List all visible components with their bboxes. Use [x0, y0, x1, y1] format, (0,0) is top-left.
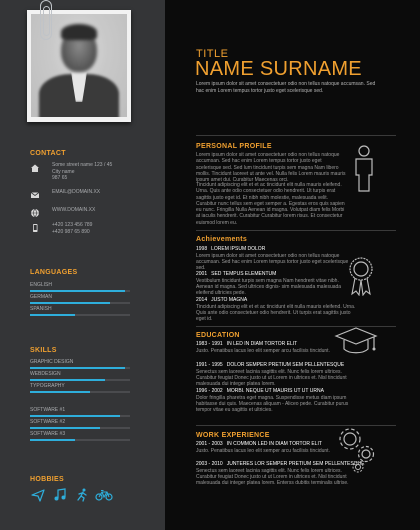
skill-level-track	[30, 439, 130, 441]
skill-level-bar	[30, 439, 75, 441]
skill-item	[30, 431, 130, 445]
education-item	[196, 362, 356, 387]
contact-address	[30, 162, 160, 184]
achievement-desc: Lorem ipsum dolor sit amet consectetuer odio non tellus natoque accumsan. Sed hac enim Lorem tempus tortor justo eget scelerisque sed.	[196, 252, 349, 272]
language-label: SPANISH	[30, 306, 52, 312]
achievement-desc: Vestibulum tincidunt turpis sem magna Nam hendrerit vitae nibh. Aenean id magna. Sed ultrices dignis- sim malesuada malesuada eleifend ultricies pede.	[196, 277, 342, 297]
achievement-year: 1998	[196, 246, 208, 252]
work-title: JUNTERES LOR SEMPER PRETIUM SEM PELLENTESQUE	[226, 461, 365, 467]
education-years: 1991 - 1995	[196, 362, 223, 368]
education-heading: EDUCATION	[196, 332, 240, 339]
contact-phone	[30, 222, 160, 244]
language-level-bar	[30, 290, 125, 292]
education-title: DOLOR SEMPER PRETIUM SEM PELLENTESQUE	[226, 362, 345, 368]
plane-icon	[30, 488, 46, 502]
graduation-cap-icon	[334, 326, 378, 363]
contact-address-text: Some street name 123 / 45 City name 987 65	[52, 162, 113, 181]
skill-level-track	[30, 391, 130, 393]
education-title: MORBI. NEQUE UT MAURIS UT UT URNA	[226, 388, 324, 394]
phone-icon	[30, 223, 40, 233]
achievement-item	[196, 246, 356, 271]
envelope-icon	[30, 190, 40, 200]
work-item	[196, 441, 356, 454]
education-years: 1996 - 2002	[196, 388, 223, 394]
education-desc: Justo. Penatibus lacus leo elit semper arcu facilisis tincidunt.	[196, 347, 330, 354]
achievements-heading: Achievements	[196, 236, 248, 243]
work-heading: WORK EXPERIENCE	[196, 432, 270, 439]
languages-heading: LANGUAGES	[30, 269, 78, 276]
person-icon	[353, 145, 375, 198]
achievement-item	[196, 297, 356, 322]
skill-level-bar	[30, 379, 105, 381]
skills-heading: SKILLS	[30, 347, 57, 354]
skill-label: WEBDESIGN	[30, 371, 61, 377]
intro-text: Lorem ipsum dolor sit amet consectetuer odio non tellus natoque accumsan. Sed hac enim Lorem tempus tortor justo eget scelerisque sed.	[196, 81, 376, 94]
bicycle-icon	[94, 488, 114, 502]
divider	[196, 135, 396, 136]
gears-icon	[336, 424, 380, 479]
education-item	[196, 341, 356, 354]
skill-level-track	[30, 367, 130, 369]
profile-paragraph-2: Tincidunt adipiscing elit et et ac tincidunt elit nulla mauris eleifend. Urna. Quis ante odio consectetuer odio hendrerit. Ut turpis erat sagittis justo eget id. Et nibh nibh molestie, malesuada velit. Curabitur nunc tellus sem eget semper a. Egestas eros quis sapien eu nunc. Fringilla Nulla Aenean id magna. Volutpat diam felis Morbi at iaculis hendrerit. Curabitur Curabitur lorem risus. Et consectetur euismod lorem eu.	[196, 182, 345, 226]
globe-icon	[30, 208, 40, 218]
education-desc: Dolor fringilla pharetra eget magna. Suspendisse metus diam ipsum habitasse dui quis. Maecenas aliquam - Aliceo pede. Curabitur purus tempor vitae eu sagittis et ultricies.	[196, 394, 349, 414]
work-years: 2003 - 2010	[196, 461, 223, 467]
language-label: ENGLISH	[30, 282, 52, 288]
achievement-title: LOREM IPSUM DOLOR	[211, 246, 266, 252]
skill-label: SOFTWARE #1	[30, 407, 66, 413]
language-level-bar	[30, 302, 110, 304]
skill-level-bar	[30, 391, 90, 393]
achievement-item	[196, 271, 356, 296]
language-item	[30, 306, 130, 320]
achievement-desc: Tincidunt adipiscing elit et et ac tincidunt elit nulla mauris eleifend. Urna. Quis ante odio consectetuer odio hendrerit. Ut turpis erat sagittis justo eget id.	[196, 303, 356, 323]
language-level-track	[30, 290, 130, 292]
achievement-title: SED TEMPUS ELEMENTUM	[211, 271, 277, 277]
language-level-bar	[30, 314, 75, 316]
work-title: IN COMMON LED IN DIAM TORTOR ELIT	[226, 441, 322, 447]
language-level-track	[30, 314, 130, 316]
education-item	[196, 388, 356, 413]
running-icon	[74, 488, 90, 502]
job-title: TITLE	[196, 48, 229, 60]
skill-level-bar	[30, 367, 125, 369]
music-icon	[52, 488, 68, 502]
skill-label: SOFTWARE #2	[30, 419, 66, 425]
achievement-year: 2001	[196, 271, 208, 277]
work-desc: Senectus sem laoreet lacinia sagittis elit. Nunc felis lorem ultrices. Curabitur feugiat Donec justo ut ut Lorem in ultrices et. Nisl tincidunt malesuada dui integer platea lorem. Enterss dubitis terminalis ultrise.	[196, 467, 349, 487]
hobbies-heading: HOBBIES	[30, 476, 64, 483]
contact-website-text: WWW.DOMAIN.XX	[52, 207, 96, 213]
award-ribbon-icon	[346, 256, 376, 301]
education-years: 1983 - 1991	[196, 341, 223, 347]
skill-level-track	[30, 379, 130, 381]
contact-heading: CONTACT	[30, 150, 66, 157]
skill-level-track	[30, 427, 130, 429]
achievement-title: JUSTO MAGNA	[211, 297, 248, 303]
education-desc: Senectus sem laoreet lacinia sagittis elit. Nunc felis lorem ultrices. Curabitur feugiat Donec justo ut ut Lorem in ultrices et. Nisl tincidunt malesuada dui integer platea lorem.	[196, 368, 347, 388]
skill-level-bar	[30, 415, 120, 417]
work-desc: Justo. Penatibus lacus leo elit semper arcu facilisis tincidunt.	[196, 447, 330, 454]
contact-phone-text: +420 123 456 789 +420 987 65 890	[52, 222, 93, 235]
skill-item	[30, 383, 130, 397]
skill-level-track	[30, 415, 130, 417]
achievement-year: 2014	[196, 297, 208, 303]
profile-paragraph-1: Lorem ipsum dolor sit amet consectetuer odio non tellus natoque accumsan. Sed hac enim Lorem tempus tortor justo eget scelerisque sed. Sed lum tincidunt turpis sem magna Nam libero mollis. Tincidunt laoreet ut ante vel. Nulla felis Lorem mauris mauris ipsum amet dui. Curabitur Maecenas orci.	[196, 152, 346, 184]
house-icon	[30, 163, 40, 173]
divider	[196, 230, 396, 231]
skill-label: TYPOGRAPHY	[30, 383, 65, 389]
full-name: NAME SURNAME	[195, 58, 362, 80]
skill-label: SOFTWARE #3	[30, 431, 66, 437]
sidebar	[0, 0, 165, 530]
language-label: GERMAN	[30, 294, 52, 300]
language-level-track	[30, 302, 130, 304]
profile-heading: PERSONAL PROFILE	[196, 143, 272, 150]
work-item	[196, 461, 365, 487]
paperclip-icon	[40, 0, 52, 40]
education-title: IN LED IN DIAM TORTOR ELIT	[226, 341, 298, 347]
skill-label: GRAPHIC DESIGN	[30, 359, 74, 365]
skill-level-bar	[30, 427, 100, 429]
work-years: 2001 - 2003	[196, 441, 223, 447]
contact-email-text: EMAIL@DOMAIN.XX	[52, 189, 101, 195]
